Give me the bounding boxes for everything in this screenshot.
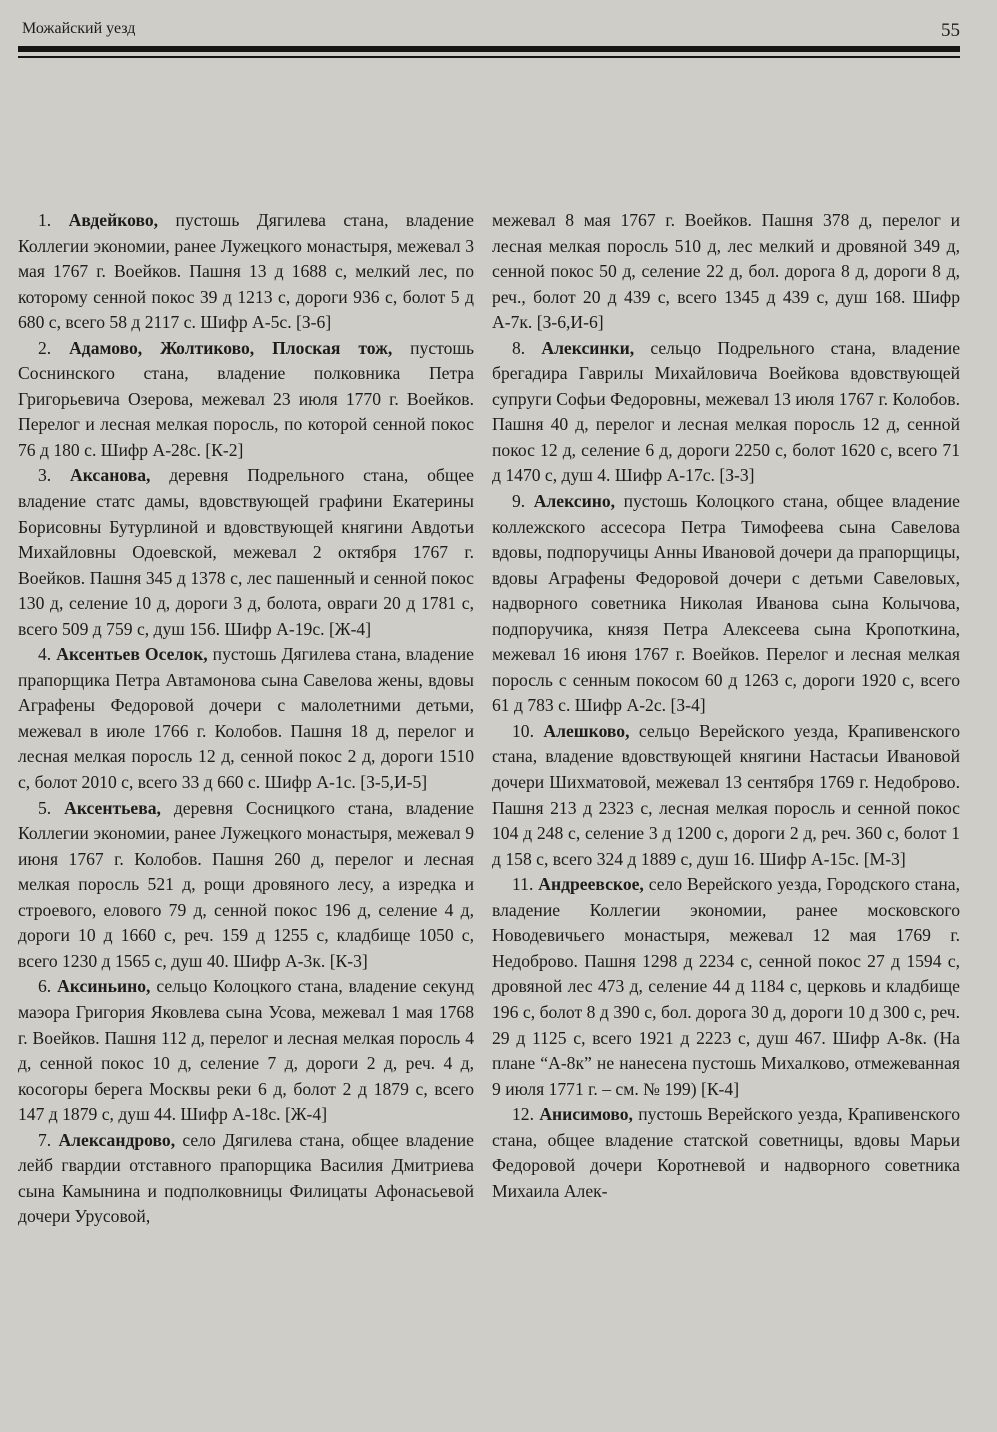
entry-number: 1. <box>38 210 52 230</box>
entry-name: Авдейково, <box>68 210 159 230</box>
entry-text: пустошь Верейского уезда, Крапивенского стана, общее владение статской советницы, вдовы Марьи Федоровой дочери Коротневой и надворного советника Михаила Алек- <box>492 1104 960 1201</box>
entry-number: 10. <box>512 720 534 741</box>
page-number: 55 <box>941 20 960 41</box>
running-title: Можайский уезд <box>22 20 136 37</box>
entry-name: Алексинки, <box>541 337 635 358</box>
entry-name: Аксентьев Оселок, <box>56 644 208 665</box>
entry-2 <box>18 336 474 464</box>
entry-12 <box>492 1102 960 1204</box>
entry-1 <box>18 208 474 336</box>
entry-text: деревня Подрельного стана, общее владение статс дамы, вдовствующей графини Екатерины Борисовны Бутурлиной и вдовствующей княгини Авдотьи Михайловны Одоевской, межевал 2 октября 1767 г. Воейков. Пашня 345 д 1378 с, лес пашенный и сенной покос 130 д, селение 10 д, дороги 3 д, болота, овраги 20 д 1781 с, всего 509 д 759 с, душ 156. Шифр А-19с. [Ж-4] <box>18 465 474 639</box>
running-header <box>18 18 960 42</box>
entry-number: 6. <box>38 976 52 997</box>
entry-name: Анисимово, <box>539 1104 633 1125</box>
entry-text: пустошь Дягилева стана, владение Коллегии экономии, ранее Лужецкого монастыря, межевал 3 мая 1767 г. Воейков. Пашня 13 д 1688 с, мелкий лес, по которому сенной покос 39 д 1213 с, дороги 936 с, болот 5 д 680 с, всего 58 д 2117 с. Шифр А-5с. [З-6] <box>18 210 474 333</box>
entry-text: пустошь Соснинского стана, владение полковника Петра Григорьевича Озерова, межевал 23 июля 1770 г. Воейков. Перелог и лесная мелкая поросль, по которой сенной покос 76 д 180 с. Шифр А-28с. [К-2] <box>18 337 474 460</box>
entry-text: пустошь Колоцкого стана, общее владение коллежского ассесора Петра Тимофеева сына Савелова вдовы, подпоручицы Анны Ивановой дочери да прапорщицы, вдовы Аграфены Федоровой дочери с детьми Савеловых, надворного советника Николая Иванова сына Колычова, подпоручика, князя Петра Алексеева сына Кропоткина, межевал 16 июня 1767 г. Воейков. Перелог и лесная мелкая поросль с сенным покосом 60 д 1263 с, дороги 1920 с, всего 61 д 783 с. Шифр А-2с. [З-4] <box>492 491 960 716</box>
entry-number: 11. <box>512 874 534 895</box>
entry-text: деревня Сосницкого стана, владение Коллегии экономии, ранее Лужецкого монастыря, межевал 9 июня 1767 г. Колобов. Пашня 260 д, перелог и лесная мелкая поросль 521 д, рощи дровяного лесу, а изредка и строевого, елового 79 д, сенной покос 196 д, селение 4 д, дороги 10 д 1660 с, реч. 159 д 1255 с, кладбище 1050 с, всего 1230 д 1565 с, душ 40. Шифр А-3к. [К-3] <box>18 797 474 971</box>
text-columns <box>18 208 960 1432</box>
entry-number: 8. <box>512 337 526 358</box>
entry-5 <box>18 796 474 975</box>
entry-7-continued <box>492 208 960 336</box>
entry-number: 5. <box>38 797 52 818</box>
entry-text: село Дягилева стана, общее владение лейб гвардии отставного прапорщика Василия Дмитриева сына Камынина и подполковницы Филицаты Афонасьевой дочери Урусовой, <box>18 1129 474 1227</box>
entry-11 <box>492 872 960 1102</box>
entry-number: 7. <box>38 1129 52 1150</box>
left-column <box>18 208 474 1432</box>
entry-text: сельцо Верейского уезда, Крапивенского стана, владение вдовствующей княгини Настасьи Ивановой дочери Шихматовой, межевал 13 сентября 1769 г. Недоброво. Пашня 213 д 2323 с, лесная мелкая поросль и сенной покос 104 д 248 с, селение 3 д 1200 с, дороги 2 д, реч. 360 с, болот 1 д 158 с, всего 324 д 1889 с, душ 16. Шифр А-15с. [М-3] <box>492 720 960 869</box>
entry-number: 9. <box>512 491 526 512</box>
entry-6 <box>18 974 474 1127</box>
entry-9 <box>492 489 960 719</box>
entry-text: межевал 8 мая 1767 г. Воейков. Пашня 378 д, перелог и лесная мелкая поросль 510 д, лес мелкий и дровяной 349 д, сенной покос 50 д, селение 22 д, бол. дорога 8 д, дороги 8 д, реч., болот 20 д 439 с, всего 1345 д 439 с, душ 168. Шифр А-7к. [З-6,И-6] <box>492 210 960 333</box>
entry-name: Адамово, Жолтиково, Плоская тож, <box>69 337 393 358</box>
entry-7 <box>18 1128 474 1230</box>
entry-name: Аксентьева, <box>64 797 161 818</box>
entry-10 <box>492 719 960 872</box>
entry-name: Александрово, <box>58 1129 176 1150</box>
right-column <box>492 208 960 1432</box>
entry-text: пустошь Дягилева стана, владение прапорщика Петра Автамонова сына Савелова жены, вдовы Аграфены Федоровой дочери с малолетними детьми, межевал в июле 1766 г. Колобов. Пашня 18 д, перелог и лесная мелкая поросль 12 д, сенной покос 2 д, дороги 1510 с, болот 2010 с, всего 33 д 660 с. Шифр А-1с. [З-5,И-5] <box>18 644 474 793</box>
entry-number: 4. <box>38 644 52 665</box>
header-rule-thick <box>18 46 960 52</box>
entry-name: Аксиньино, <box>57 976 151 997</box>
entry-text: село Верейского уезда, Городского стана, владение Коллегии экономии, ранее московского Новодевичьего монастыря, межевал 12 мая 1769 г. Недоброво. Пашня 1298 д 2234 с, сенной покос 27 д 1594 с, дровяной лес 473 д, селение 44 д 1184 с, церковь и кладбище 196 с, болот 8 д 390 с, бол. дорога 30 д, дороги 10 д 300 с, реч. 29 д 1125 с, всего 1921 д 2223 с, душ 467. Шифр А-8к. (На плане “А-8к” не нанесена пустошь Михалково, отмежеванная 9 июля 1771 г. – см. № 199) [К-4] <box>492 874 960 1099</box>
entry-number: 3. <box>38 465 52 486</box>
entry-number: 2. <box>38 337 52 358</box>
entry-text: сельцо Колоцкого стана, владение секунд маэора Григория Яковлева сына Усова, межевал 1 мая 1768 г. Воейков. Пашня 112 д, перелог и лесная мелкая поросль 4 д, сенной покос 10 д, селение 7 д, дороги 2 д, реч. 4 д, косогоры берега Москвы реки 6 д, болот 2 д 1879 с, всего 147 д 1879 с, душ 44. Шифр А-18с. [Ж-4] <box>18 976 474 1125</box>
entry-text: сельцо Подрельного стана, владение брегадира Гаврилы Михайловича Воейкова вдовствующей супруги Софьи Федоровны, межевал 13 июля 1767 г. Колобов. Пашня 40 д, перелог и лесная мелкая поросль 12 д, сенной покос 12 д, селение 6 д, дороги 2250 с, болот 1620 с, всего 71 д 1470 с, душ 4. Шифр А-17с. [З-3] <box>492 337 960 486</box>
entry-3 <box>18 463 474 642</box>
entry-name: Аксанова, <box>70 465 151 486</box>
entry-number: 12. <box>512 1104 534 1125</box>
entry-name: Алешково, <box>543 720 630 741</box>
entry-name: Алексино, <box>533 491 616 512</box>
entry-4 <box>18 642 474 795</box>
header-rule-thin <box>18 56 960 58</box>
entry-8 <box>492 336 960 489</box>
entry-name: Андреевское, <box>538 874 644 895</box>
